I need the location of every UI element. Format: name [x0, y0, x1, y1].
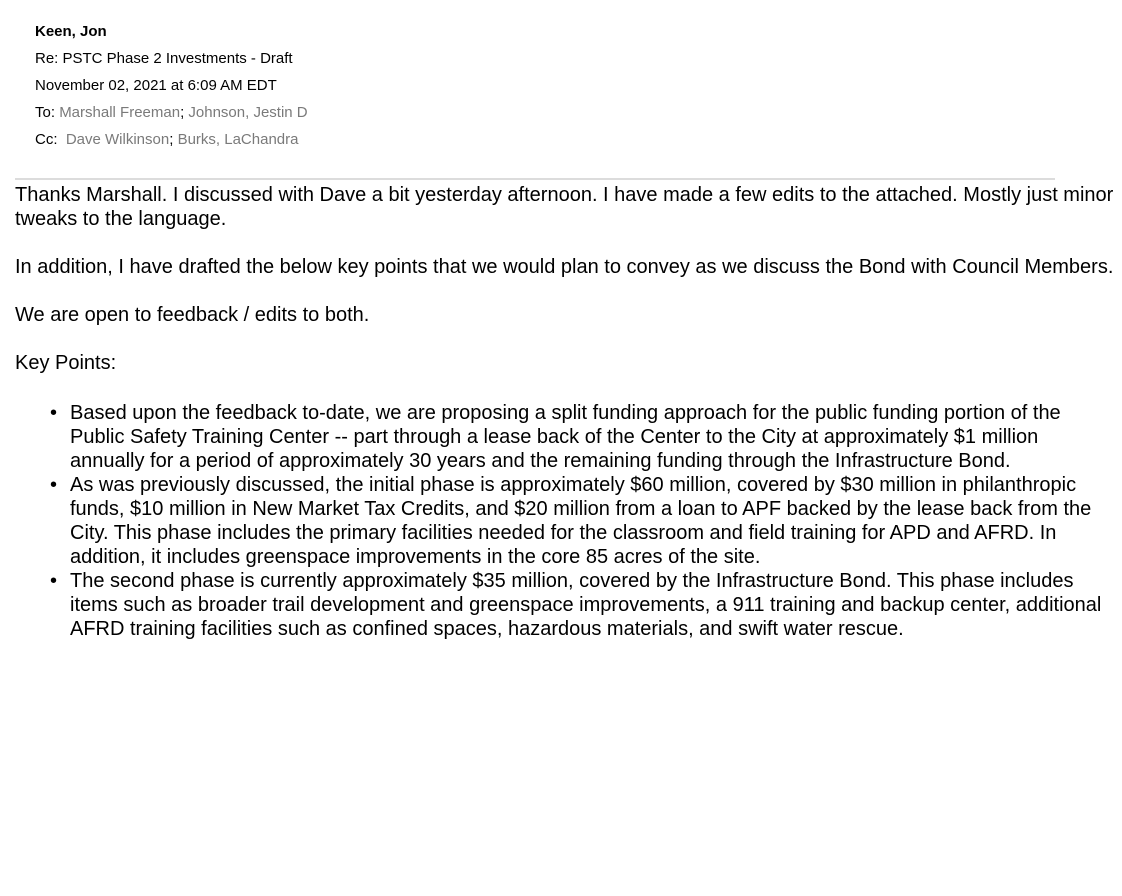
cc-recipient-dave-wilkinson[interactable]: Dave Wilkinson	[65, 131, 170, 148]
list-item	[50, 401, 1115, 473]
to-recipient-marshall-freeman[interactable]: Marshall Freeman	[59, 104, 181, 121]
list-item	[50, 473, 1115, 569]
list-item-text: The second phase is currently approximately $35 million, covered by the Infrastructure Bond. This phase includes items such as broader trail development and greenspace improvements, a 911 training and backup center, additional AFRD training facilities such as confined spaces, hazardous materials, and swift water rescue.	[70, 570, 1102, 640]
key-points-list	[15, 401, 1115, 641]
to-recipient-johnson-jestin[interactable]: Johnson, Jestin D	[188, 104, 308, 121]
email-date: November 02, 2021 at 6:09 AM EDT	[35, 77, 277, 94]
body-paragraph: In addition, I have drafted the below key points that we would plan to convey as we discuss the Bond with Council Members.	[15, 256, 1114, 278]
key-points-heading: Key Points:	[15, 352, 117, 374]
body-paragraph: We are open to feedback / edits to both.	[15, 304, 370, 326]
sender-name[interactable]: Keen, Jon	[35, 23, 107, 40]
list-item	[50, 569, 1115, 641]
body-paragraph: Thanks Marshall. I discussed with Dave a bit yesterday afternoon. I have made a few edits to the attached. Mostly just minor tweaks to the language.	[15, 184, 1114, 230]
list-item-text: As was previously discussed, the initial phase is approximately $60 million, covered by $30 million in philanthropic funds, $10 million in New Market Tax Credits, and $20 million from a loan to APF backed by the lease back from the City. This phase includes the primary facilities needed for the classroom and field training for APD and AFRD. In addition, it includes greenspace improvements in the core 85 acres of the site.	[70, 474, 1092, 568]
header-divider	[15, 178, 1055, 180]
email-body	[15, 183, 1115, 641]
recipient-separator: ;	[169, 131, 174, 148]
bullet-icon: •	[50, 402, 58, 424]
email-header	[35, 18, 1120, 153]
cc-label: Cc:	[35, 131, 58, 148]
email-subject: Re: PSTC Phase 2 Investments - Draft	[35, 50, 293, 67]
to-label: To:	[35, 104, 56, 121]
bullet-icon: •	[50, 474, 58, 496]
recipient-separator: ;	[180, 104, 185, 121]
to-line	[35, 99, 1120, 126]
cc-line	[35, 126, 1120, 153]
cc-recipient-burks-lachandra[interactable]: Burks, LaChandra	[177, 131, 299, 148]
bullet-icon: •	[50, 570, 58, 592]
list-item-text: Based upon the feedback to-date, we are proposing a split funding approach for the public funding portion of the Public Safety Training Center -- part through a lease back of the Center to the City at approximately $1 million annually for a period of approximately 30 years and the remaining funding through the Infrastructure Bond.	[70, 402, 1061, 472]
